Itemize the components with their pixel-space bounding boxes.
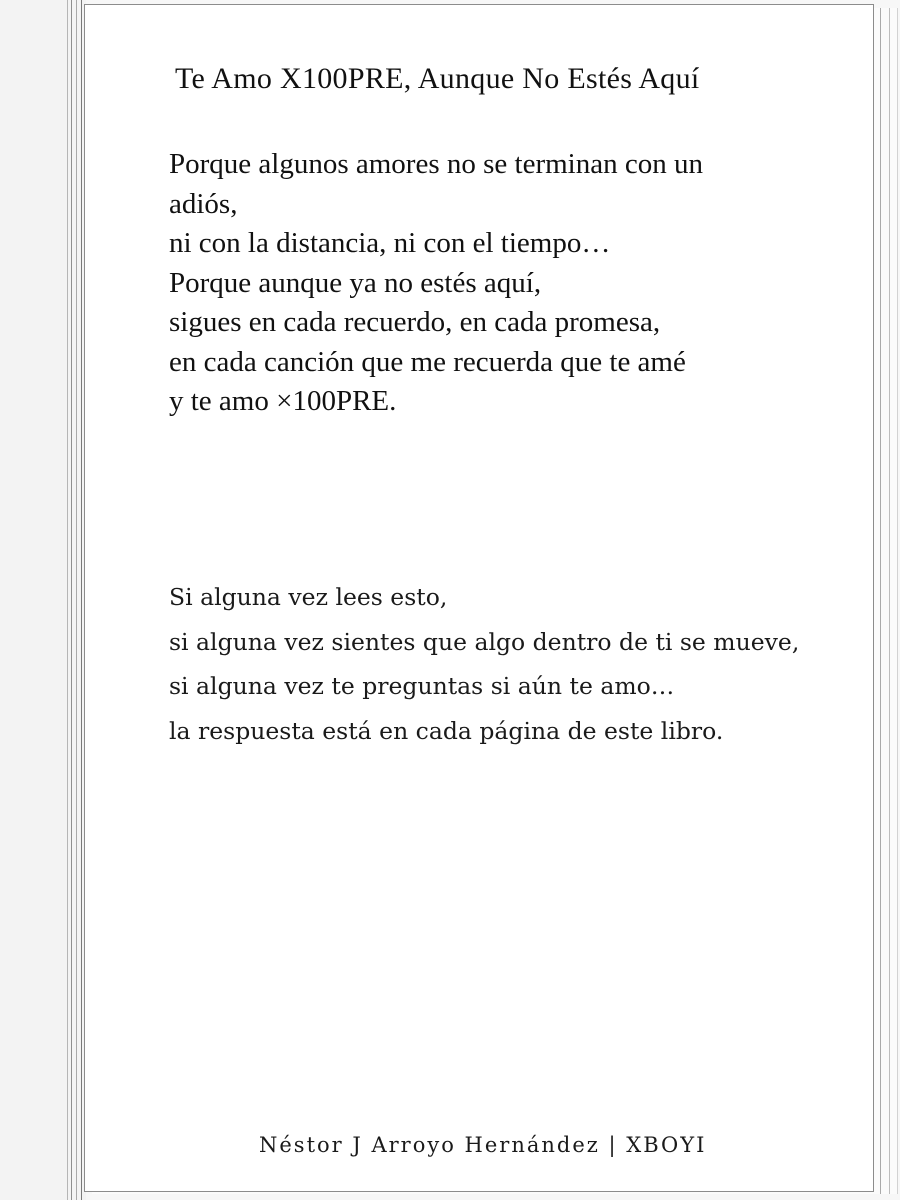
binding-rule [71, 0, 72, 1200]
stanza-2-line: Si alguna vez lees esto, [169, 583, 448, 611]
stanza-2-line: si alguna vez sientes que algo dentro de ti se mueve, [169, 627, 800, 656]
stanza-1 [169, 145, 859, 422]
stanza-2-line: si alguna vez te preguntas si aún te amo… [169, 672, 675, 700]
stanza-1-line: y te amo ×100PRE. [169, 385, 397, 417]
binding-rule [67, 0, 68, 1200]
stanza-1-line: adiós, [169, 187, 238, 220]
book-binding [0, 0, 86, 1200]
binding-rule [76, 0, 77, 1200]
stanza-1-line: sigues en cada recuerdo, en cada promesa, [169, 306, 661, 338]
page-title: Te Amo X100PRE, Aunque No Estés Aquí [175, 62, 700, 95]
stanza-1-line: Porque algunos amores no se terminan con un [169, 148, 703, 180]
author-signature: Néstor J Arroyo Hernández | XBOYI [259, 1133, 707, 1157]
stanza-1-line: ni con la distancia, ni con el tiempo… [169, 227, 611, 259]
stanza-2-line: la respuesta está en cada página de este libro. [169, 716, 724, 745]
book-page [84, 4, 874, 1192]
binding-rule [81, 0, 82, 1200]
stanza-1-line: en cada canción que me recuerda que te amé [169, 345, 686, 378]
stanza-1-line: Porque aunque ya no estés aquí, [169, 266, 542, 299]
stanza-2 [169, 575, 859, 753]
